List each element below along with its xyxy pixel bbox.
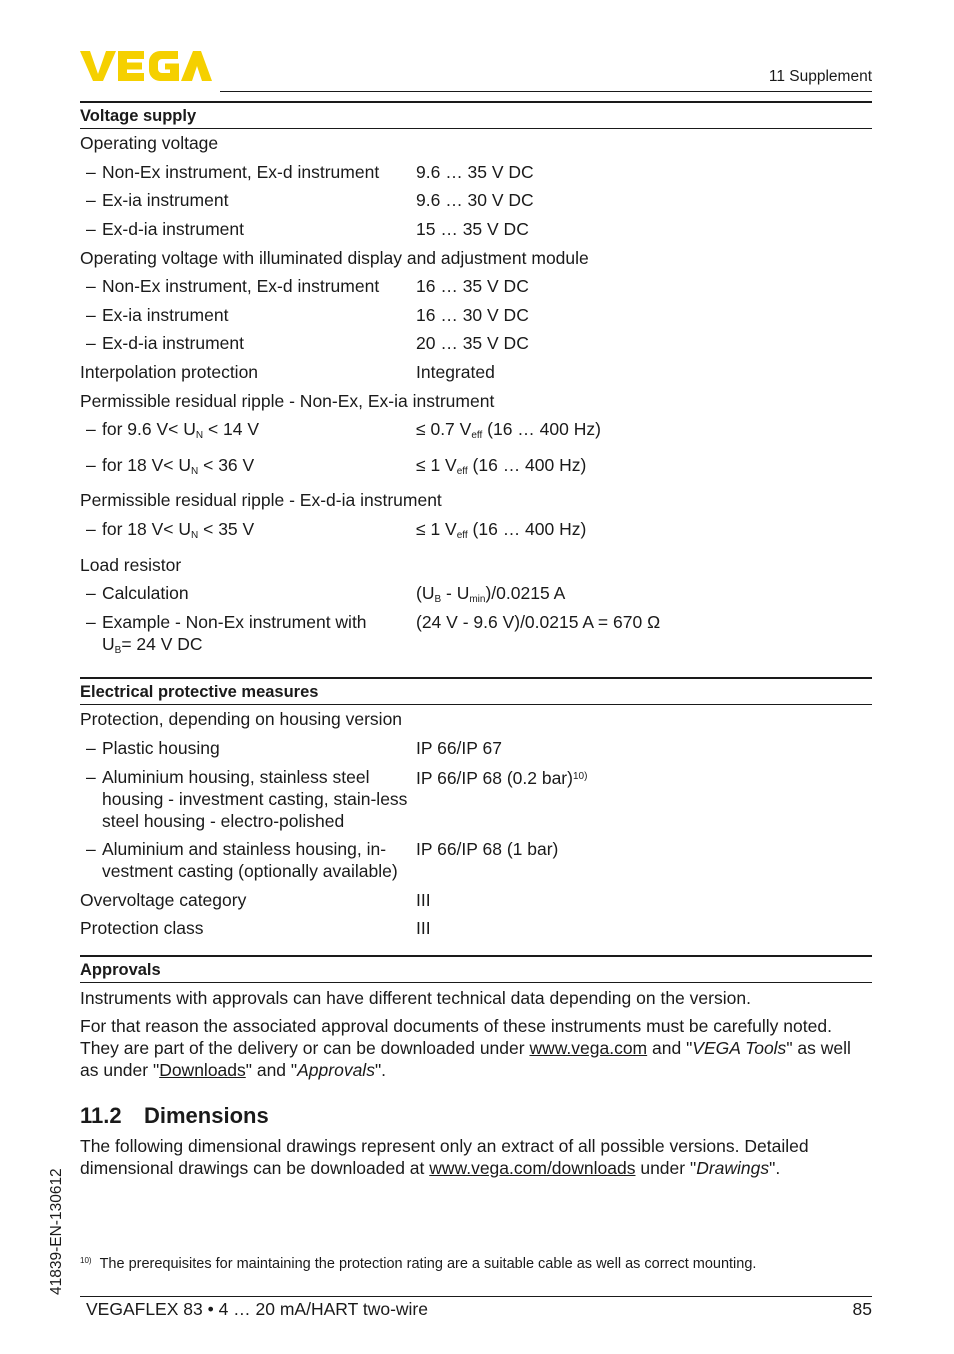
spec-label: Protection class <box>80 918 204 939</box>
spec-row <box>80 358 872 387</box>
spec-label: Calculation <box>102 583 189 604</box>
footnote-ref: 10) <box>572 770 588 782</box>
spec-value-part: ≤ 1 V <box>416 519 457 540</box>
approvals-paragraph-2 <box>80 1015 872 1081</box>
vega-logo <box>80 48 212 84</box>
spec-row <box>80 705 872 734</box>
spec-row: – Aluminium housing, stainless steel housing - investment casting, stain-less steel housing - electro-polished IP 66/IP 68 (0.2 bar)$^{10)}$ <box>86 766 588 831</box>
spec-row <box>80 243 872 272</box>
spec-label: Ex-ia instrument <box>102 190 229 211</box>
approvals-paragraph-1: Instruments with approvals can have different technical data depending on the version. <box>80 987 751 1008</box>
spec-row: – Ex-ia instrument 9.6 … 30 V DC <box>86 190 534 211</box>
section-electrical-protective: Electrical protective measures <box>80 677 872 705</box>
spec-value: Integrated <box>416 362 495 383</box>
spec-value: 20 … 35 V DC <box>416 333 529 354</box>
side-document-code: 41839-EN-130612 <box>48 1168 65 1295</box>
heading-dimensions <box>80 1103 872 1129</box>
spec-row: – for 18 $V< U_N < 35$ V ≤ 1 $V_{eff}$ (16 … 400 Hz) <box>80 515 872 551</box>
spec-label: Non-Ex instrument, Ex-d instrument <box>102 161 380 182</box>
link-downloads[interactable]: Downloads <box>159 1059 246 1080</box>
spec-label: Plastic housing <box>102 737 220 758</box>
spec-row: – Ex-ia instrument 16 … 30 V DC <box>86 304 529 325</box>
subscript: min <box>469 594 486 606</box>
spec-label: = 24 V DC <box>121 633 203 654</box>
section-voltage-supply: Voltage supply <box>80 101 872 129</box>
spec-value: (24 V - 9.6 V)/0.0215 A = 670 Ω <box>416 611 661 632</box>
text: under " <box>635 1157 697 1178</box>
spec-label: Aluminium and stainless housing, in-vestment casting (optionally available) <box>102 839 398 882</box>
spec-content <box>80 101 872 1185</box>
spec-label: Protection, depending on housing version <box>80 709 403 730</box>
spec-value <box>416 766 587 789</box>
spec-label: Example - Non-Ex instrument with <box>102 611 367 632</box>
subscript: eff <box>456 530 468 542</box>
spec-label: Interpolation protection <box>80 362 259 383</box>
spec-value-part: )/0.0215 A <box>485 583 566 604</box>
subscript: B <box>434 594 442 606</box>
spec-row <box>80 885 872 914</box>
footer-rule <box>80 1296 872 1297</box>
spec-value: III <box>416 889 431 910</box>
section-approvals: Approvals <box>80 955 872 983</box>
footer-title: VEGAFLEX 83 • 4 … 20 mA/HART two-wire <box>86 1299 428 1319</box>
text-emphasis: Drawings <box>696 1157 770 1178</box>
link-vega-downloads[interactable]: www.vega.com/downloads <box>429 1157 636 1178</box>
spec-value-part: - U <box>441 583 470 604</box>
footnote-number: 10) <box>80 1256 92 1265</box>
spec-value-part: (16 … 400 Hz) <box>467 519 587 540</box>
spec-value-part: (16 … 400 Hz) <box>482 419 601 440</box>
spec-label: Permissible residual ripple - Ex-d-ia instrument <box>80 490 442 511</box>
spec-label: for 9.6 V< U <box>102 419 196 440</box>
spec-row: – Non-Ex instrument, Ex-d instrument 16 … 35 V DC <box>86 276 529 297</box>
subscript: eff <box>456 465 468 477</box>
spec-value-part: ≤ 1 V <box>416 454 457 475</box>
spec-value-part: ≤ 0.7 V <box>416 419 472 440</box>
spec-row: – for 9.6 $V< U_N < 14$ V ≤ 0.7 $V_{eff}$ (16 … 400 Hz) <box>80 415 872 451</box>
text: " and " <box>245 1059 298 1080</box>
text: The following dimensional drawings represent only an extract of all possible versions. Detailed dimensional drawings can be downloaded at <box>80 1135 809 1178</box>
text-emphasis: Approvals <box>297 1059 375 1080</box>
spec-label: Ex-d-ia instrument <box>102 219 244 240</box>
spec-row: – Plastic housing IP 66/IP 67 <box>86 737 502 758</box>
spec-label: U <box>102 633 115 654</box>
footnote-text: The prerequisites for maintaining the protection rating are a suitable cable as well as correct mounting. <box>99 1256 757 1272</box>
spec-row <box>80 486 872 515</box>
spec-label: Aluminium housing, stainless steel housing - investment casting, stain-less steel housing - electro-polished <box>102 766 408 831</box>
spec-value <box>416 518 586 547</box>
text: and " <box>647 1037 693 1058</box>
spec-row <box>80 550 872 579</box>
spec-row: – Ex-d-ia instrument 15 … 35 V DC <box>86 219 529 240</box>
spec-row: – for 18 $V< U_N < 36$ V ≤ 1 $V_{eff}$ (16 … 400 Hz) <box>80 451 872 487</box>
spec-value: 16 … 30 V DC <box>416 304 529 325</box>
spec-row: – Non-Ex instrument, Ex-d instrument 9.6 … 35 V DC <box>86 161 534 182</box>
spec-row: – Calculation $(U_B - U_{min})/0.0215$ A <box>80 579 872 608</box>
spec-row: – Ex-d-ia instrument 20 … 35 V DC <box>86 333 529 354</box>
spec-label: for 18 V< U <box>102 454 192 475</box>
spec-label: Load resistor <box>80 554 182 575</box>
spec-label: for 18 V< U <box>102 519 192 540</box>
header-rule <box>220 91 872 92</box>
footnote <box>80 1256 756 1272</box>
heading-title: Dimensions <box>144 1102 269 1128</box>
spec-value: 9.6 … 30 V DC <box>416 190 534 211</box>
subscript: N <box>195 430 204 442</box>
spec-row: – Example - Non-Ex instrument with $U_B= 24$ V DC (24 V - 9.6 V)/0.0215 A = 670 Ω <box>86 611 661 656</box>
text-emphasis: VEGA Tools <box>692 1037 787 1058</box>
spec-value: IP 66/IP 68 (1 bar) <box>416 839 559 860</box>
spec-label: < 36 V <box>198 454 255 475</box>
spec-row <box>80 129 872 158</box>
page-number: 85 <box>852 1299 872 1319</box>
spec-value <box>416 454 586 483</box>
spec-label: Ex-d-ia instrument <box>102 333 244 354</box>
subscript: N <box>191 530 199 542</box>
heading-number: 11.2 <box>80 1102 122 1128</box>
text: ". <box>374 1059 387 1080</box>
spec-value: IP 66/IP 67 <box>416 737 502 758</box>
spec-label: Operating voltage with illuminated display and adjustment module <box>80 247 589 268</box>
spec-row: – Aluminium and stainless housing, in-vestment casting (optionally available) IP 66/IP 68 (1 bar) <box>86 839 559 882</box>
text: " as well as under " <box>80 1037 851 1080</box>
spec-label: < 35 V <box>198 519 255 540</box>
spec-label: Non-Ex instrument, Ex-d instrument <box>102 276 380 297</box>
spec-value-part: (16 … 400 Hz) <box>467 454 587 475</box>
spec-label: Permissible residual ripple - Non-Ex, Ex-ia instrument <box>80 390 495 411</box>
text: ". <box>769 1157 781 1178</box>
spec-value: III <box>416 918 431 939</box>
spec-row <box>80 914 872 943</box>
spec-label: Overvoltage category <box>80 889 247 910</box>
subscript: N <box>191 465 199 477</box>
spec-label: < 14 V <box>203 419 260 440</box>
spec-value-part: (U <box>416 583 435 604</box>
spec-label: Operating voltage <box>80 133 219 154</box>
text: For that reason the associated approval documents of these instruments must be carefully noted. They are part of the delivery or can be downloaded under <box>80 1015 832 1058</box>
link-vega-com[interactable]: www.vega.com <box>529 1037 648 1058</box>
subscript: eff <box>471 430 483 442</box>
subscript: B <box>114 644 122 656</box>
spec-value <box>416 418 601 447</box>
spec-value-part: IP 66/IP 68 (0.2 bar) <box>416 767 573 788</box>
spec-value: 9.6 … 35 V DC <box>416 161 534 182</box>
header-section: 11 Supplement <box>768 68 872 85</box>
spec-value: 16 … 35 V DC <box>416 276 529 297</box>
dimensions-paragraph <box>80 1135 872 1179</box>
spec-label: Ex-ia instrument <box>102 304 229 325</box>
spec-value: 15 … 35 V DC <box>416 219 529 240</box>
spec-row <box>80 386 872 415</box>
